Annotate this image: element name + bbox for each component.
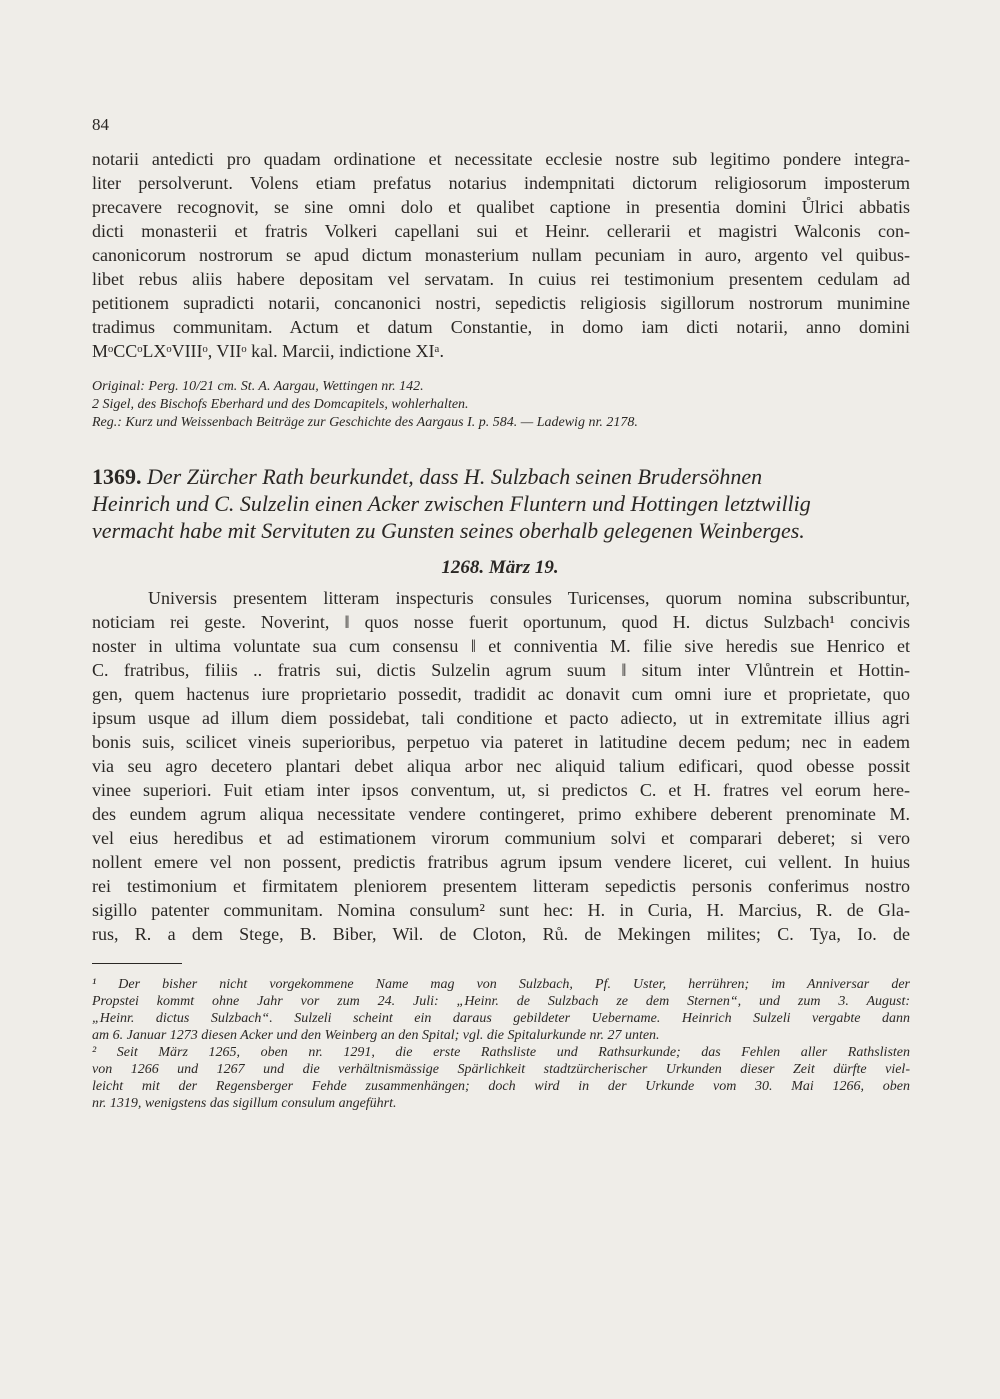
- regest-note: Reg.: Kurz und Weissenbach Beiträge zur Geschichte des Aargaus I. p. 584. — Ladewig nr. 2178.: [92, 415, 638, 430]
- text-line: vel eius heredibus et ad estimationem virorum communium solvi et comparari deberet; si vero: [92, 828, 910, 848]
- page-number: 84: [92, 115, 109, 134]
- original-note: Original: Perg. 10/21 cm. St. A. Aargau, Wettingen nr. 142.: [92, 379, 424, 394]
- text-line: gen, quem hactenus iure proprietario possedit, tradidit ac donavit cum omni iure et proprietate, quo: [92, 684, 910, 704]
- source-notes: [92, 378, 910, 432]
- seal-note: 2 Sigel, des Bischofs Eberhard und des Domcapitels, wohlerhalten.: [92, 397, 469, 412]
- text-line: notarii antedicti pro quadam ordinatione et necessitate ecclesie nostre sub legitimo pondere integra-: [92, 149, 910, 169]
- text-line: rus, R. a dem Stege, B. Biber, Wil. de Cloton, Rů. de Mekingen milites; C. Tya, Io. de: [92, 924, 910, 944]
- text-line: precavere recognovit, se sine omni dolo et qualibet captione in presentia domini Ůlrici abbatis: [92, 197, 910, 217]
- text-line: noster in ultima voluntate sua cum consensu ‖ et conniventia M. filie sive heredis sue Henrico et: [92, 636, 910, 656]
- footnote-line: Propstei kommt ohne Jahr vor zum 24. Juli: „Heinr. de Sulzbach ze dem Sternen“, und zum 3. August:: [92, 994, 910, 1009]
- document-date: 1268. März 19.: [441, 557, 559, 578]
- footnote-line: von 1266 und 1267 und die verhältnismässige Spärlichkeit stadtzürcherischer Urkunden dieser Zeit dürfte viel-: [92, 1062, 910, 1077]
- text-line: C. fratribus, filiis .. fratris sui, dictis Sulzelin agrum suum ‖ situm inter Vlůntrein et Hottin-: [92, 660, 910, 680]
- text-line: nollent emere vel non possent, predictis fratribus agrum ipsum vendere liceret, cui vellent. In huius: [92, 852, 910, 872]
- footnote-line: ¹ Der bisher nicht vorgekommene Name mag von Sulzbach, Pf. Uster, herrühren; im Anniversar der: [92, 977, 910, 992]
- text-line: bonis suis, scilicet vineis superioribus, perpetuo via pateret in latitudine decem pedum; nec in eadem: [92, 732, 910, 752]
- text-line: des eundem agrum aliqua necessitate vendere contingeret, primo exhibere deberent prenominate M.: [92, 804, 910, 824]
- footnote-divider: [92, 963, 182, 964]
- document-heading: [92, 463, 910, 544]
- footnote-line: leicht mit der Regensberger Fehde zusammenhängen; doch wird in der Urkunde vom 30. Mai 1266, oben: [92, 1079, 910, 1094]
- text-line: ipsum usque ad illum diem possidebat, tali conditione et pacto adiecto, ut in extremitate illius agri: [92, 708, 910, 728]
- text-line: sigillo patenter communitam. Nomina consulum² sunt hec: H. in Curia, H. Marcius, R. de Gla-: [92, 900, 910, 920]
- document-text: [92, 586, 910, 946]
- text-line: rei testimonium et firmitatem pleniorem presentem litteram sepedictis personis conferimus nostro: [92, 876, 910, 896]
- continuation-text: [92, 147, 910, 363]
- footnote-line: am 6. Januar 1273 diesen Acker und den Weinberg an den Spital; vgl. die Spitalurkunde nr. 27 unten.: [92, 1028, 660, 1043]
- text-line: noticiam rei geste. Noverint, ‖ quos nosse fuerit oportunum, quod H. dictus Sulzbach¹ concivis: [92, 612, 910, 632]
- footnote-line: „Heinr. dictus Sulzbach“. Sulzeli scheint ein daraus gebildeter Uebername. Heinrich Sulzeli vergabte dann: [92, 1011, 910, 1026]
- text-line: canonicorum nostrorum se apud dictum monasterium nullam pecuniam in auro, argento vel quibus-: [92, 245, 910, 265]
- heading-line: Heinrich und C. Sulzelin einen Acker zwischen Fluntern und Hottingen letztwillig: [92, 491, 811, 516]
- footnote-line: ² Seit März 1265, oben nr. 1291, die erste Rathsliste und Rathsurkunde; das Fehlen aller Rathslisten: [92, 1045, 910, 1060]
- footnotes: [92, 976, 910, 1112]
- text-line: via seu agro decetero plantari debet aliqua arbor nec aliquid talium edificari, quod obesse possit: [92, 756, 910, 776]
- document-number: 1369.: [92, 464, 142, 489]
- footnote-line: nr. 1319, wenigstens das sigillum consulum angeführt.: [92, 1096, 397, 1111]
- text-line: MᵒCCᵒLXᵒVIIIᵒ, VIIᵒ kal. Marcii, indictione XIᵃ.: [92, 341, 444, 361]
- text-line: tradimus communitam. Actum et datum Constantie, in domo iam dicti notarii, anno domini: [92, 317, 910, 337]
- text-line: petitionem supradicti notarii, concanonici nostri, sepedictis religiosis sigillorum nostrorum munimine: [92, 293, 910, 313]
- text-line: dicti monasterii et fratris Volkeri capellani sui et Heinr. cellerarii et magistri Walconis con-: [92, 221, 910, 241]
- text-line: Universis presentem litteram inspecturis consules Turicenses, quorum nomina subscribuntur,: [148, 588, 910, 608]
- text-line: libet rebus aliis habere depositam vel servatam. In cuius rei testimonium presentem cedulam ad: [92, 269, 910, 289]
- heading-line: vermacht habe mit Servituten zu Gunsten seines oberhalb gelegenen Weinberges.: [92, 518, 805, 543]
- heading-line: Der Zürcher Rath beurkundet, dass H. Sulzbach seinen Brudersöhnen: [147, 464, 763, 489]
- text-line: vinee superiori. Fuit etiam inter ipsos conventum, ut, si predictos C. et H. fratres vel eorum here-: [92, 780, 910, 800]
- text-line: liter persolverunt. Volens etiam prefatus notarius indempnitati dictorum religiosorum imposterum: [92, 173, 910, 193]
